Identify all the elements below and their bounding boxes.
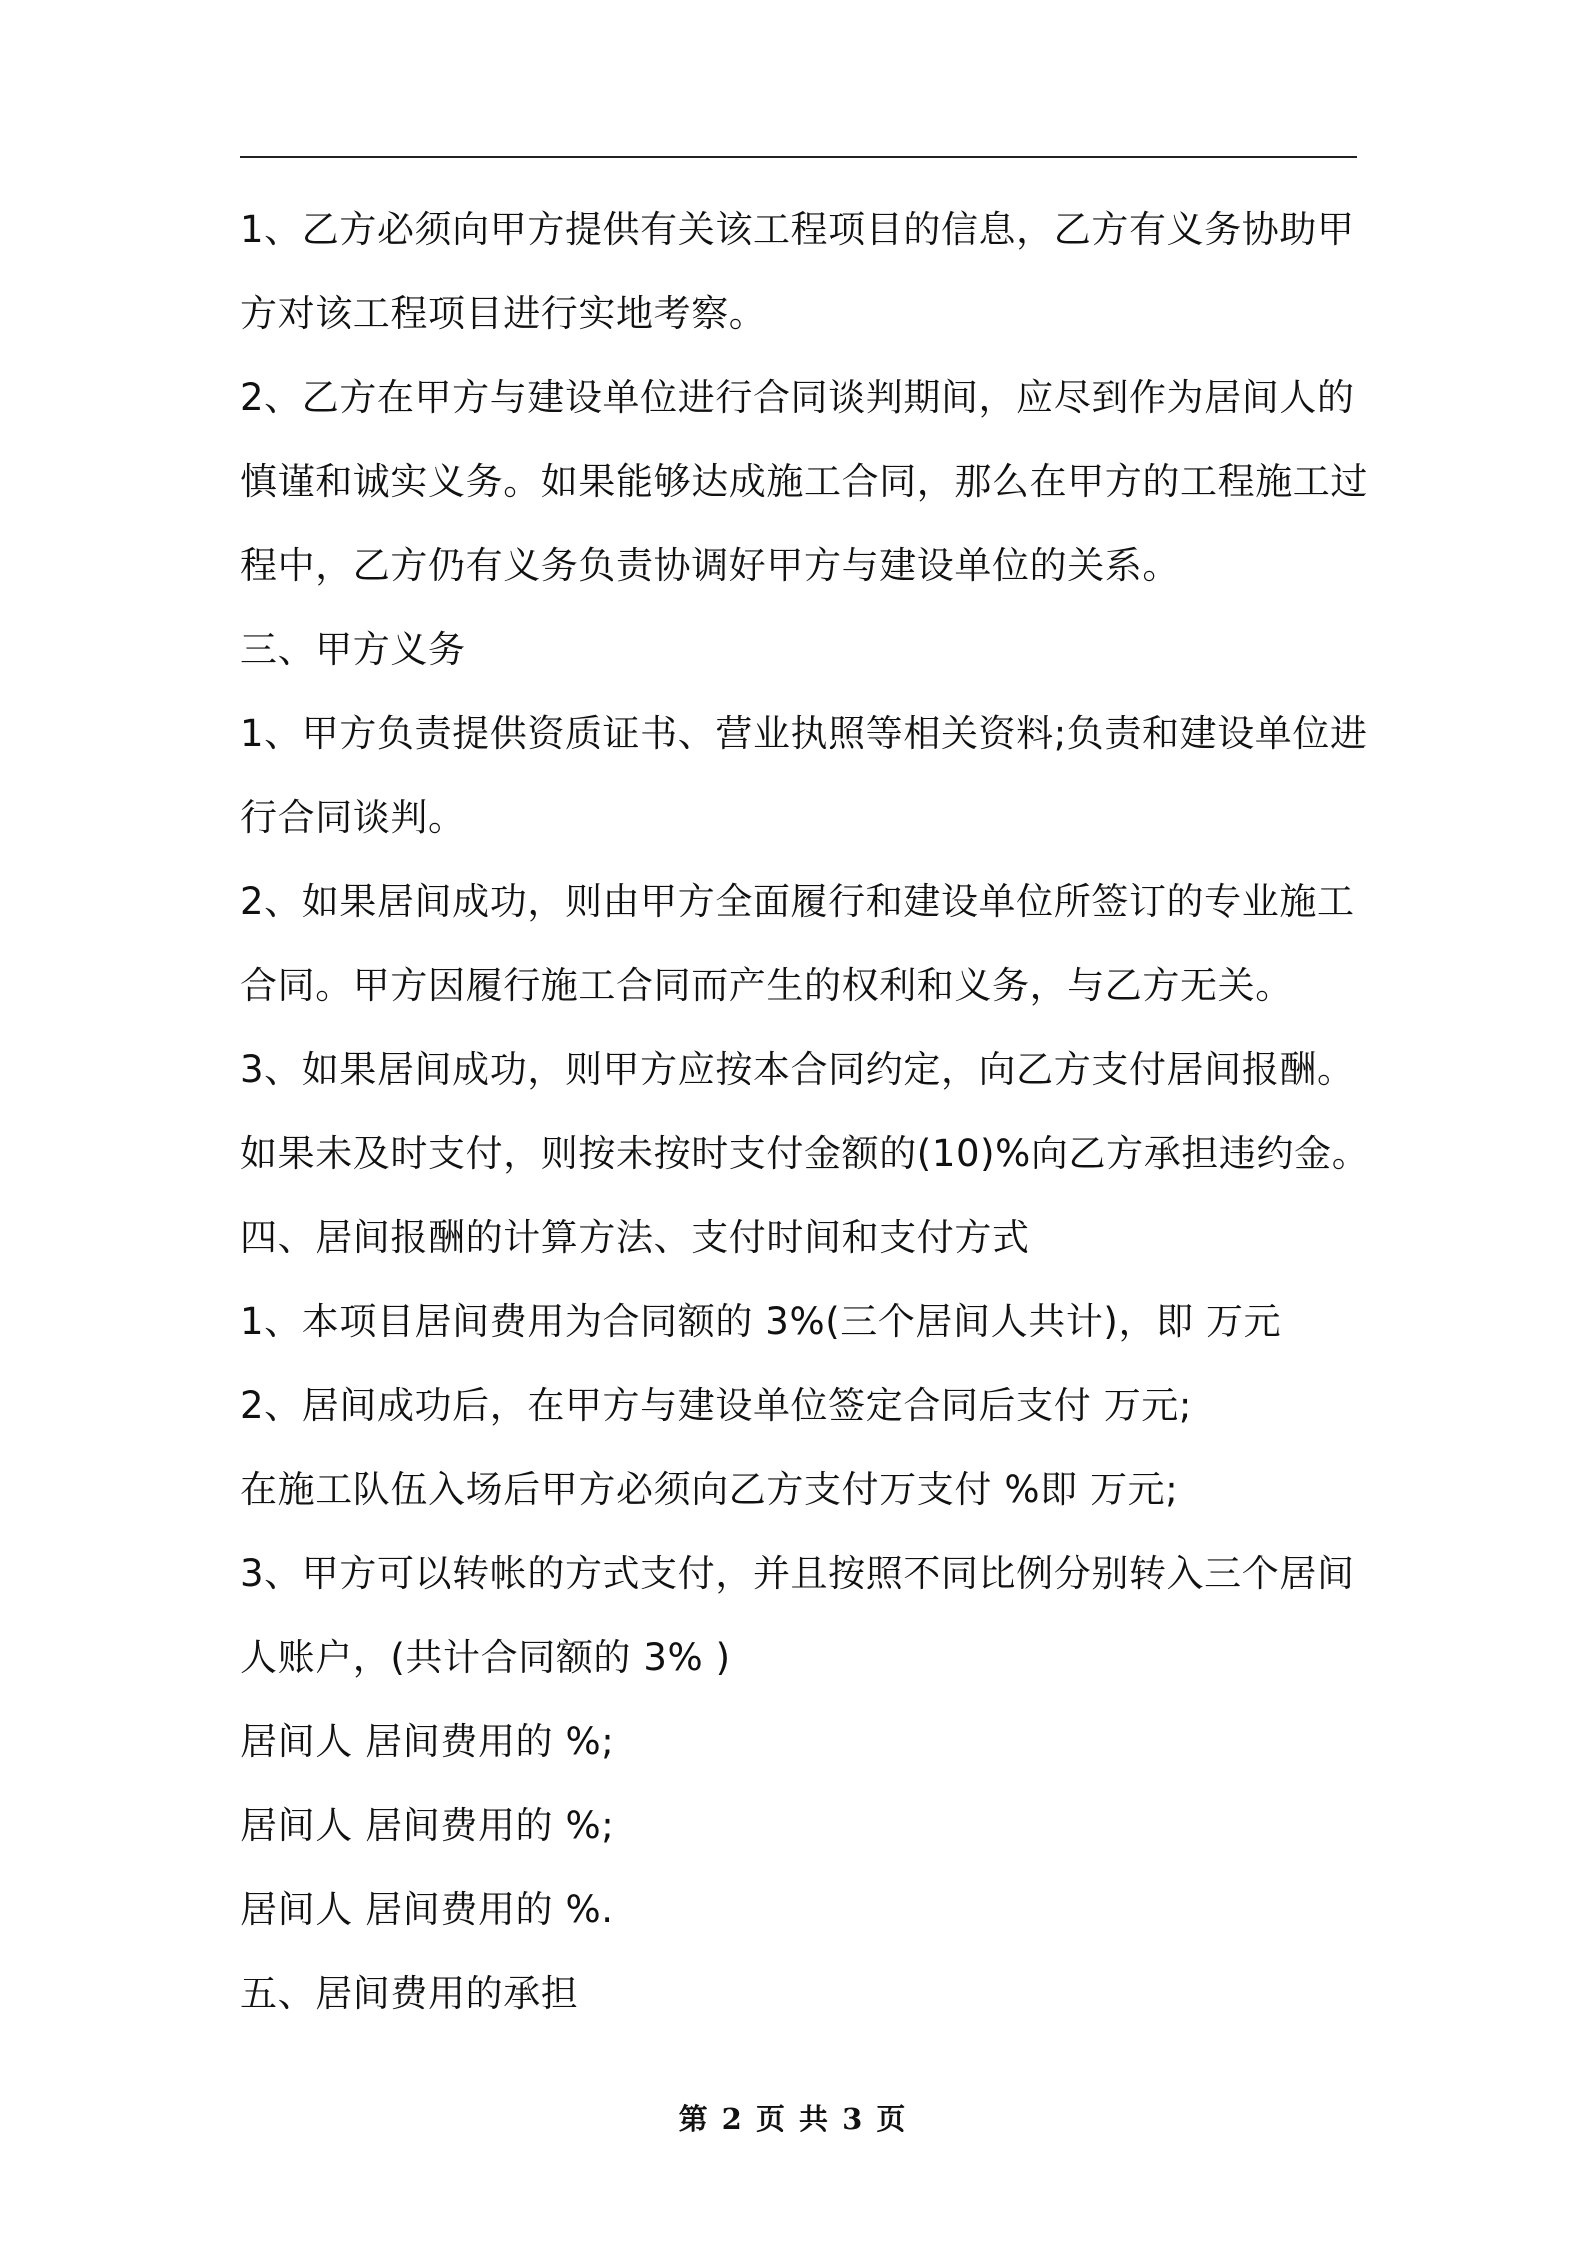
text-line: 1、甲方负责提供资质证书、营业执照等相关资料;负责和建设单位进: [240, 712, 1368, 755]
text-line: 3、甲方可以转帐的方式支付，并且按照不同比例分别转入三个居间: [240, 1552, 1355, 1595]
text-line: 3、如果居间成功，则甲方应按本合同约定，向乙方支付居间报酬。: [240, 1048, 1355, 1091]
text-line: 居间人 居间费用的 %.: [240, 1888, 614, 1931]
text-line: 2、乙方在甲方与建设单位进行合同谈判期间，应尽到作为居间人的: [240, 376, 1355, 419]
text-line: 人账户，(共计合同额的 3% ): [240, 1636, 731, 1679]
text-line: 行合同谈判。: [240, 796, 466, 839]
text-line: 2、居间成功后，在甲方与建设单位签定合同后支付 万元;: [240, 1384, 1192, 1427]
header-rule: [240, 156, 1357, 158]
section-heading: 四、居间报酬的计算方法、支付时间和支付方式: [240, 1216, 1030, 1259]
document-body: [240, 197, 1370, 2045]
text-line: 在施工队伍入场后甲方必须向乙方支付万支付 %即 万元;: [240, 1468, 1179, 1511]
section-heading: 三、甲方义务: [240, 628, 466, 671]
text-line: 居间人 居间费用的 %;: [240, 1804, 615, 1847]
section-heading: 五、居间费用的承担: [240, 1972, 579, 2015]
page-footer: 第 2 页 共 3 页: [678, 2102, 908, 2136]
text-line: 合同。甲方因履行施工合同而产生的权利和义务，与乙方无关。: [240, 964, 1293, 1007]
text-line: 2、如果居间成功，则由甲方全面履行和建设单位所签订的专业施工: [240, 880, 1355, 923]
text-line: 如果未及时支付，则按未按时支付金额的(10)%向乙方承担违约金。: [240, 1132, 1370, 1175]
text-line: 程中，乙方仍有义务负责协调好甲方与建设单位的关系。: [240, 544, 1180, 587]
text-line: 方对该工程项目进行实地考察。: [240, 292, 767, 335]
text-line: 1、本项目居间费用为合同额的 3%(三个居间人共计)，即 万元: [240, 1300, 1282, 1343]
text-line: 慎谨和诚实义务。如果能够达成施工合同，那么在甲方的工程施工过: [240, 460, 1368, 503]
text-line: 居间人 居间费用的 %;: [240, 1720, 615, 1763]
text-line: 1、乙方必须向甲方提供有关该工程项目的信息，乙方有义务协助甲: [240, 208, 1355, 251]
